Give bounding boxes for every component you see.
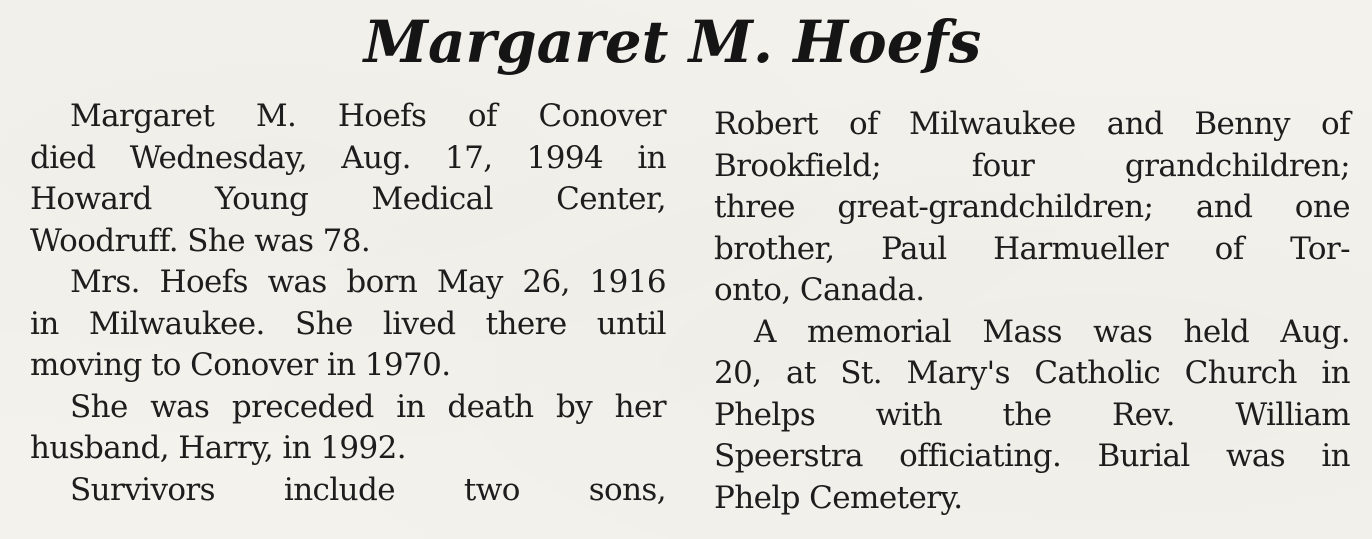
article-line: Speerstra officiating. Burial was in [714, 438, 1350, 474]
article-line: husband, Harry, in 1992. [30, 430, 407, 466]
article-line: A memorial Mass was held Aug. [754, 313, 1350, 350]
article-column-left [30, 96, 666, 511]
article-line: Mrs. Hoefs was born May 26, 1916 [70, 264, 666, 300]
article-line: three great-grandchildren; and one [714, 189, 1350, 225]
article-column-right [714, 104, 1350, 519]
article-line: Robert of Milwaukee and Benny of [714, 106, 1350, 142]
obituary-headline: Margaret M. Hoefs [363, 8, 982, 76]
article-line: 20, at St. Mary's Catholic Church in [714, 355, 1350, 391]
article-line: moving to Conover in 1970. [30, 347, 451, 383]
article-line: Brookfield; four grandchildren; [714, 147, 1350, 184]
article-line: brother, Paul Harmueller of Tor- [714, 230, 1350, 267]
article-line: Woodruff. She was 78. [30, 222, 371, 259]
article-line: onto, Canada. [714, 272, 925, 308]
article-line: Survivors include two sons, [70, 471, 666, 508]
article-line: died Wednesday, Aug. 17, 1994 in [30, 139, 666, 176]
article-line: in Milwaukee. She lived there until [30, 305, 666, 342]
article-line: She was preceded in death by her [70, 388, 666, 425]
article-line: Howard Young Medical Center, [30, 181, 666, 217]
article-line: Phelps with the Rev. William [714, 396, 1350, 433]
article-line: Phelp Cemetery. [714, 479, 963, 516]
article-line: Margaret M. Hoefs of Conover [70, 98, 666, 134]
